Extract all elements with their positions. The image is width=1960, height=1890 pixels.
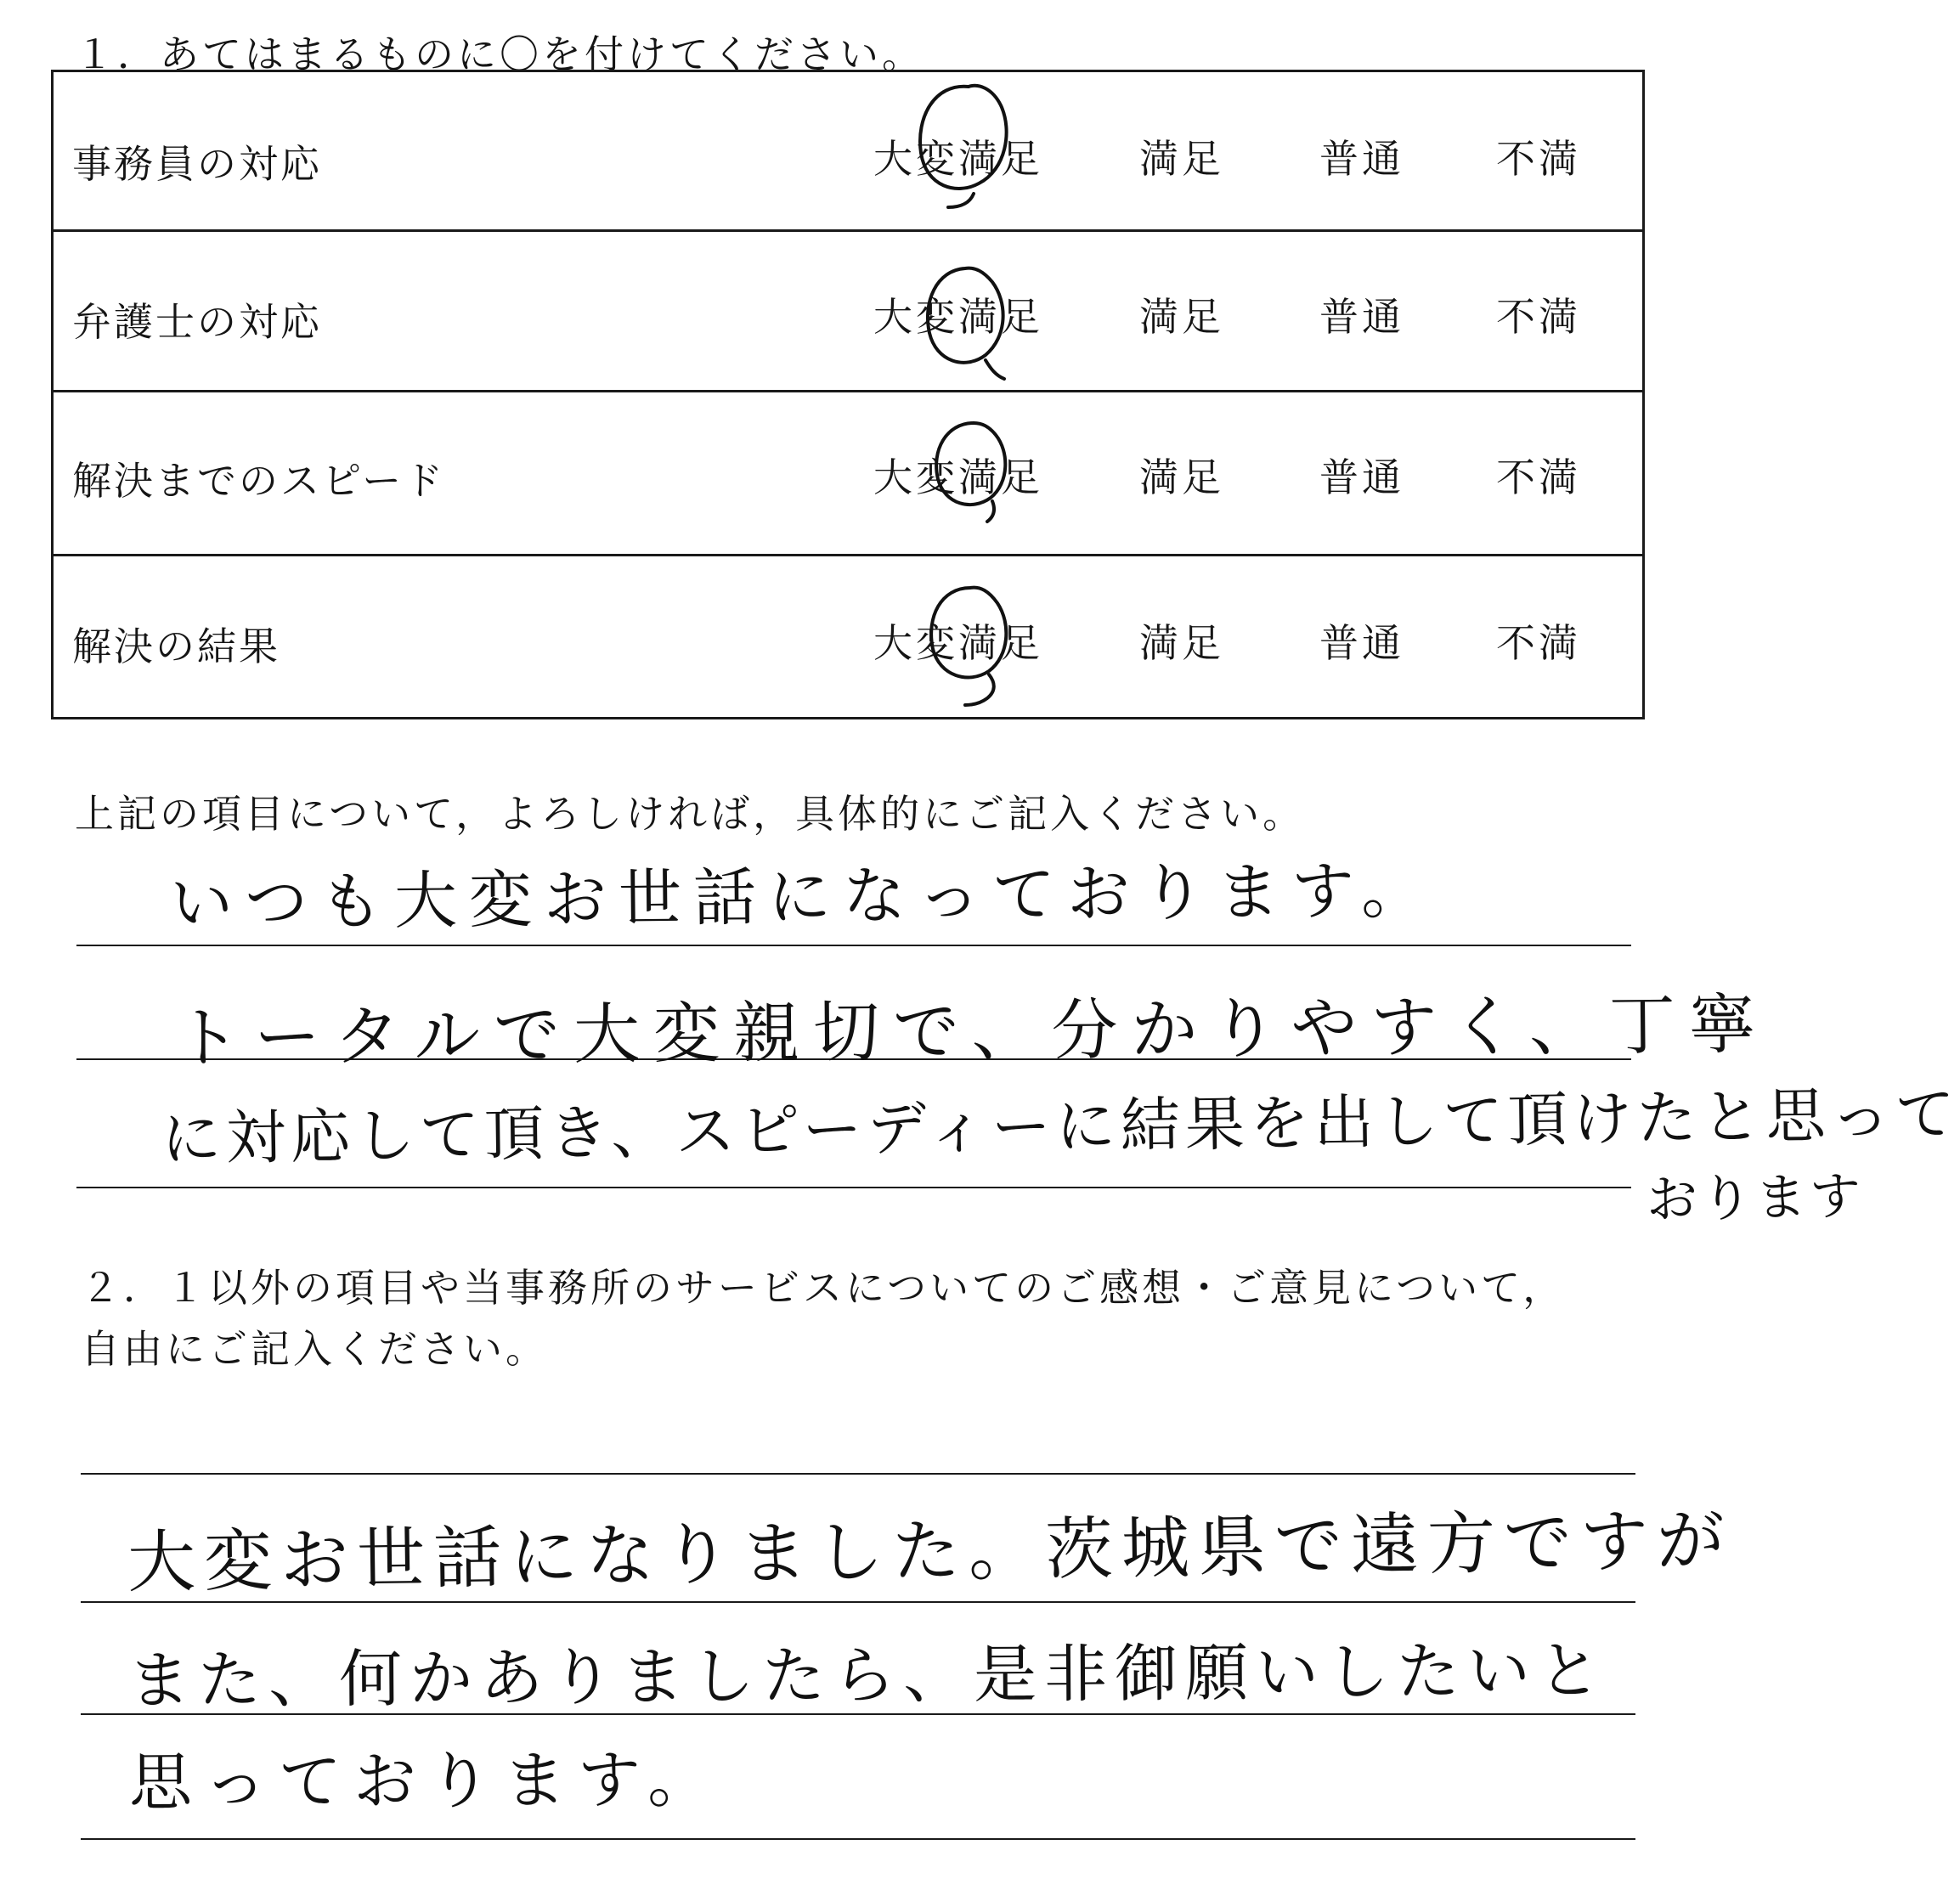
option-dissatisfied[interactable]: 不満 <box>1496 136 1581 182</box>
comment-rule <box>81 1838 1635 1840</box>
comment-rule <box>81 1473 1635 1475</box>
option-dissatisfied[interactable]: 不満 <box>1496 454 1581 500</box>
option-satisfied[interactable]: 満足 <box>1139 620 1224 666</box>
question-2-heading: ２．１以外の項目や当事務所のサービスについてのご感想・ご意見について， <box>81 1265 1566 1311</box>
handwritten-comment-line: に対応して頂き、スピーディーに結果を出して頂けたと思って <box>161 1079 1960 1174</box>
row-label: 事務員の対応 <box>72 141 322 187</box>
handwritten-comment-line: おります <box>1646 1166 1865 1230</box>
option-very-satisfied[interactable]: 大変満足 <box>873 294 1043 340</box>
handwritten-comment-line: 思っております。 <box>128 1743 723 1819</box>
option-very-satisfied[interactable]: 大変満足 <box>873 620 1043 666</box>
handwritten-comment-line: また、何かありましたら、是非御願いしたいと <box>127 1633 1609 1718</box>
option-average[interactable]: 普通 <box>1319 294 1404 340</box>
row-label: 解決までのスピード <box>72 458 446 504</box>
rating-row-speed <box>54 392 1642 556</box>
detail-prompt: 上記の項目について，よろしければ，具体的にご記入ください。 <box>75 791 1306 837</box>
handwritten-comment-line: 大変お世話になりました。茨城県で遠方ですが <box>127 1500 1734 1602</box>
option-satisfied[interactable]: 満足 <box>1139 136 1224 182</box>
rating-table <box>51 70 1645 719</box>
option-average[interactable]: 普通 <box>1319 454 1404 500</box>
handwritten-comment-line: トータルで大変親切で、分かりやすく、丁寧 <box>173 986 1770 1077</box>
question-2-heading: 自由にご記入ください。 <box>81 1326 548 1372</box>
comment-rule <box>76 1187 1631 1188</box>
rating-row-result <box>54 556 1642 719</box>
handwritten-comment-line: いつも大変お世話になっております。 <box>169 854 1437 940</box>
rating-row-lawyer <box>54 232 1642 392</box>
option-very-satisfied[interactable]: 大変満足 <box>873 136 1043 182</box>
row-label: 解決の結果 <box>72 623 280 669</box>
option-very-satisfied[interactable]: 大変満足 <box>873 454 1043 500</box>
option-dissatisfied[interactable]: 不満 <box>1496 294 1581 340</box>
rating-row-staff <box>54 72 1642 232</box>
row-label: 弁護士の対応 <box>72 299 322 345</box>
option-satisfied[interactable]: 満足 <box>1139 454 1224 500</box>
comment-rule <box>76 945 1631 946</box>
option-satisfied[interactable]: 満足 <box>1139 294 1224 340</box>
option-average[interactable]: 普通 <box>1319 136 1404 182</box>
option-average[interactable]: 普通 <box>1319 620 1404 666</box>
question-1-heading: １．あてはまるものに〇を付けてください。 <box>75 31 924 77</box>
option-dissatisfied[interactable]: 不満 <box>1496 620 1581 666</box>
